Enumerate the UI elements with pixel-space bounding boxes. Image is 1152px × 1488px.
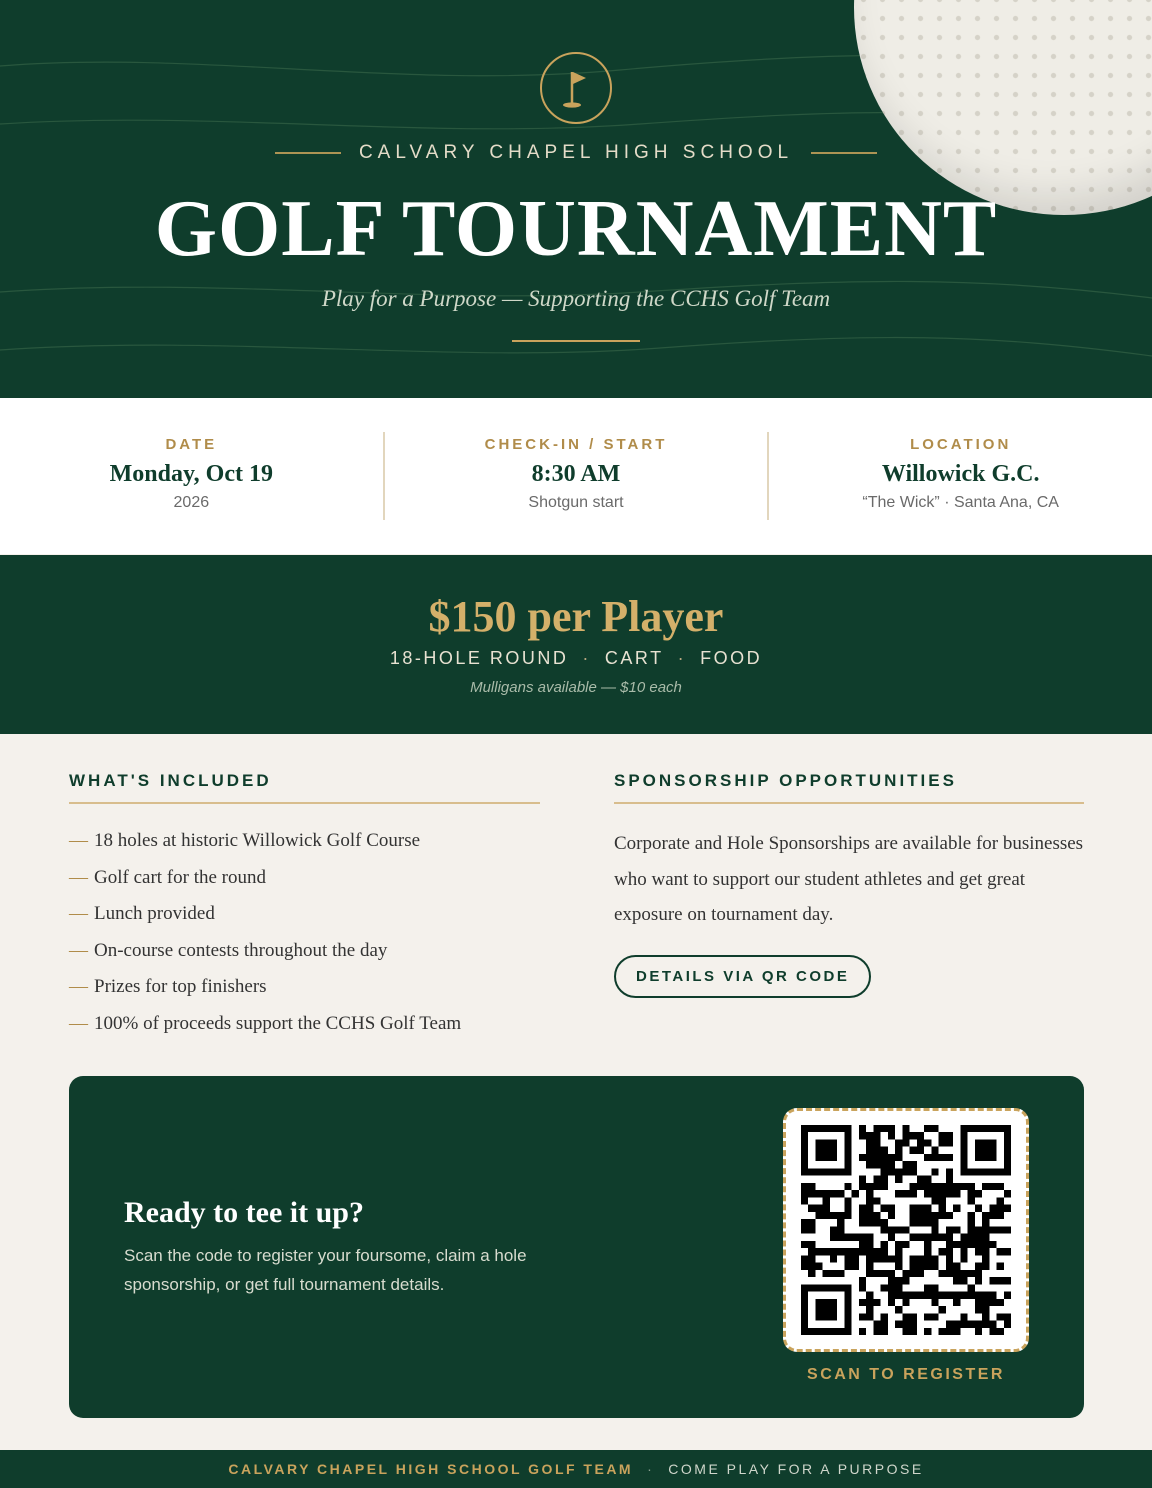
footer-bar bbox=[0, 1450, 1152, 1488]
event-info-bar bbox=[0, 398, 1152, 554]
hero-banner bbox=[0, 0, 1152, 398]
dash-bullet: — bbox=[69, 830, 88, 851]
sponsorship-heading: SPONSORSHIP OPPORTUNITIES bbox=[614, 771, 1084, 804]
footer-separator: · bbox=[647, 1461, 655, 1477]
list-item bbox=[69, 976, 540, 1013]
info-checkin-label: CHECK-IN / START bbox=[484, 436, 668, 453]
info-date-year: 2026 bbox=[173, 494, 210, 511]
hero-subtitle: Play for a Purpose — Supporting the CCHS Golf Team bbox=[321, 286, 831, 311]
included-heading: WHAT'S INCLUDED bbox=[69, 771, 540, 804]
qr-code-icon bbox=[800, 1125, 1012, 1335]
info-date bbox=[0, 432, 383, 520]
list-item bbox=[69, 1013, 540, 1050]
list-item bbox=[69, 867, 540, 904]
cta-title: Ready to tee it up? bbox=[124, 1196, 364, 1229]
price-features bbox=[0, 648, 1152, 669]
included-section bbox=[69, 771, 540, 1049]
info-location-detail: “The Wick” · Santa Ana, CA bbox=[862, 494, 1059, 511]
register-card bbox=[69, 1076, 1084, 1418]
details-qr-button[interactable]: DETAILS VIA QR CODE bbox=[614, 955, 871, 998]
school-name: CALVARY CHAPEL HIGH SCHOOL bbox=[358, 142, 794, 163]
dash-bullet: — bbox=[69, 1012, 88, 1034]
list-item-text: On-course contests throughout the day bbox=[94, 939, 388, 961]
gold-rule-left bbox=[275, 152, 341, 154]
included-list bbox=[69, 830, 540, 1049]
gold-rule-right bbox=[811, 152, 877, 154]
dash-bullet: — bbox=[69, 939, 88, 961]
info-date-value: Monday, Oct 19 bbox=[109, 461, 273, 487]
list-item-text: Prizes for top finishers bbox=[94, 976, 267, 997]
price-separator: · bbox=[677, 648, 687, 668]
list-item-text: 100% of proceeds support the CCHS Golf Team bbox=[94, 1012, 462, 1034]
price-feature: FOOD bbox=[700, 648, 763, 668]
footer-team-name: CALVARY CHAPEL HIGH SCHOOL GOLF TEAM bbox=[228, 1461, 634, 1477]
qr-code[interactable] bbox=[783, 1108, 1029, 1352]
dash-bullet: — bbox=[69, 976, 88, 997]
sponsorship-text: Corporate and Hole Sponsorships are available for businesses who want to support our student athletes and get great exposure on tournament day. bbox=[614, 833, 1084, 925]
footer-tagline: COME PLAY FOR A PURPOSE bbox=[668, 1461, 924, 1477]
info-location bbox=[769, 432, 1152, 520]
list-item bbox=[69, 830, 540, 867]
gold-underline bbox=[512, 340, 640, 342]
price-separator: · bbox=[582, 648, 591, 668]
cta-text: Scan the code to register your foursome, claim a hole sponsorship, or get full tournament details. bbox=[124, 1246, 527, 1294]
mulligans-note: Mulligans available — $10 each bbox=[470, 679, 682, 696]
golf-flag-icon bbox=[540, 52, 612, 124]
info-location-value: Willowick G.C. bbox=[881, 461, 1040, 487]
info-checkin-note: Shotgun start bbox=[528, 494, 624, 511]
dash-bullet: — bbox=[69, 903, 88, 924]
school-name-row bbox=[0, 142, 1152, 164]
dash-bullet: — bbox=[69, 866, 88, 888]
info-checkin-value: 8:30 AM bbox=[531, 461, 621, 487]
list-item-text: Lunch provided bbox=[94, 903, 215, 924]
sponsorship-section bbox=[614, 771, 1084, 998]
info-checkin bbox=[385, 432, 768, 520]
list-item bbox=[69, 940, 540, 977]
price-feature: 18-HOLE ROUND bbox=[389, 648, 569, 668]
scan-to-register-label: SCAN TO REGISTER bbox=[807, 1366, 1005, 1383]
list-item-text: Golf cart for the round bbox=[94, 866, 266, 888]
price-feature: CART bbox=[604, 648, 664, 668]
price-band bbox=[0, 555, 1152, 734]
list-item bbox=[69, 903, 540, 940]
list-item-text: 18 holes at historic Willowick Golf Course bbox=[94, 830, 421, 851]
info-location-label: LOCATION bbox=[910, 436, 1012, 453]
info-date-label: DATE bbox=[165, 436, 218, 453]
page-title: GOLF TOURNAMENT bbox=[154, 185, 998, 273]
price-heading: $150 per Player bbox=[428, 592, 724, 641]
